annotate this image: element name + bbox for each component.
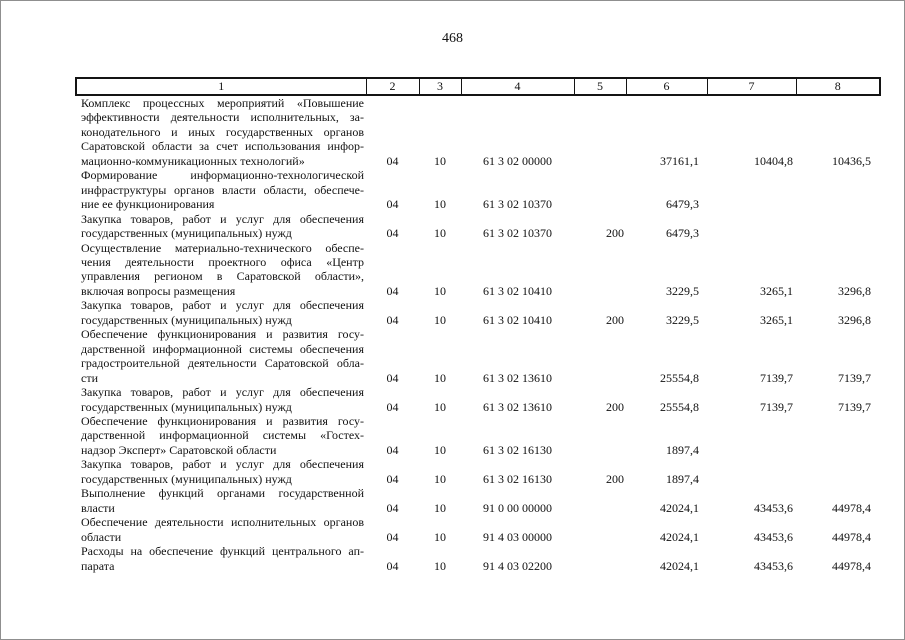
cell-c6: 42024,1	[660, 500, 699, 515]
cell-c2: 04	[386, 442, 399, 457]
cell-c5: 200	[606, 399, 624, 414]
description-line: Закупка товаров, работ и услуг для обеспечения	[81, 211, 364, 226]
cell-c2: 04	[386, 399, 399, 414]
cell-description	[76, 241, 366, 299]
page-number: 468	[442, 31, 463, 46]
cell-c4: 61 3 02 10370	[483, 226, 552, 241]
table-header	[76, 78, 880, 95]
cell-c4: 61 3 02 13610	[483, 399, 552, 414]
column-header: 3	[419, 78, 461, 95]
table-row	[76, 414, 880, 457]
cell-c3: 10	[434, 558, 446, 573]
cell-c7: 3265,1	[760, 283, 793, 298]
description-line: инфраструктуры органов власти области, обеспече-	[81, 182, 364, 197]
cell-c2: 04	[386, 370, 399, 385]
description-line: Формирование информационно-технологической	[81, 168, 364, 183]
cell-c6: 37161,1	[660, 153, 699, 168]
cell-c4: 61 3 02 16130	[483, 442, 552, 457]
cell-c8: 44978,4	[832, 529, 871, 544]
description-line: Комплекс процессных мероприятий «Повышение	[81, 96, 364, 110]
cell-c8	[796, 168, 880, 211]
cell-c2: 04	[386, 197, 399, 212]
column-header: 8	[796, 78, 880, 95]
budget-table	[75, 77, 881, 573]
cell-c5: 200	[606, 312, 624, 327]
cell-c2: 04	[386, 283, 399, 298]
description-line: Расходы на обеспечение функций центрального ап-	[81, 544, 364, 559]
table-row	[76, 241, 880, 299]
description-line: Закупка товаров, работ и услуг для обеспечения	[81, 457, 364, 472]
cell-c5: 200	[606, 471, 624, 486]
table-row	[76, 327, 880, 385]
column-header: 4	[461, 78, 574, 95]
cell-c2: 04	[386, 471, 399, 486]
table-row	[76, 168, 880, 211]
cell-c4: 91 4 03 02200	[483, 558, 552, 573]
cell-c7: 43453,6	[754, 558, 793, 573]
description-line: сти	[81, 370, 98, 385]
description-line: власти	[81, 500, 115, 515]
description-line: Выполнение функций органами государственной	[81, 486, 364, 501]
cell-c4: 61 3 02 10410	[483, 312, 552, 327]
cell-c3: 10	[434, 471, 446, 486]
cell-c3: 10	[434, 226, 446, 241]
description-line: дарственной информационной системы «Гостех-	[81, 428, 364, 443]
description-line: чения деятельности проектного офиса «Центр	[81, 254, 364, 269]
cell-c6: 25554,8	[660, 399, 699, 414]
cell-c3: 10	[434, 370, 446, 385]
cell-c8: 44978,4	[832, 500, 871, 515]
cell-description	[76, 168, 366, 211]
description-line: государственных (муниципальных) нужд	[81, 226, 292, 241]
cell-c2: 04	[386, 312, 399, 327]
cell-c3: 10	[434, 529, 446, 544]
table-row	[76, 486, 880, 515]
cell-c7: 43453,6	[754, 500, 793, 515]
column-header: 7	[707, 78, 796, 95]
cell-description	[76, 212, 366, 241]
cell-description	[76, 486, 366, 515]
cell-description	[76, 385, 366, 414]
cell-c4: 61 3 02 10370	[483, 197, 552, 212]
cell-c7: 3265,1	[760, 312, 793, 327]
cell-c8: 44978,4	[832, 558, 871, 573]
cell-description	[76, 414, 366, 457]
cell-c2: 04	[386, 153, 399, 168]
cell-description	[76, 544, 366, 573]
table-row	[76, 298, 880, 327]
cell-c7	[707, 414, 796, 457]
table-row	[76, 95, 880, 168]
column-header: 5	[574, 78, 626, 95]
description-line: мационно-коммуникационных технологий»	[81, 153, 305, 168]
cell-c6: 1897,4	[666, 471, 699, 486]
cell-c7: 43453,6	[754, 529, 793, 544]
cell-c6: 6479,3	[666, 226, 699, 241]
cell-c3: 10	[434, 283, 446, 298]
cell-c5	[574, 168, 626, 211]
cell-c8: 3296,8	[838, 283, 871, 298]
column-header: 6	[626, 78, 707, 95]
table-row	[76, 212, 880, 241]
cell-c7	[707, 212, 796, 241]
cell-c5	[574, 414, 626, 457]
cell-c8	[796, 212, 880, 241]
cell-c6: 42024,1	[660, 529, 699, 544]
description-line: управления регионом в Саратовской области»,	[81, 269, 364, 284]
cell-c4: 91 0 00 00000	[483, 500, 552, 515]
cell-c6: 42024,1	[660, 558, 699, 573]
cell-c4: 61 3 02 00000	[483, 153, 552, 168]
cell-c2: 04	[386, 558, 399, 573]
description-line: Закупка товаров, работ и услуг для обеспечения	[81, 298, 364, 313]
cell-c8: 7139,7	[838, 370, 871, 385]
description-line: парата	[81, 558, 115, 573]
cell-c5	[574, 327, 626, 385]
cell-c4: 61 3 02 10410	[483, 283, 552, 298]
cell-c3: 10	[434, 312, 446, 327]
cell-c6: 1897,4	[666, 442, 699, 457]
cell-c7: 10404,8	[754, 153, 793, 168]
cell-c5	[574, 486, 626, 515]
description-line: Обеспечение функционирования и развития госу-	[81, 413, 364, 428]
table-header-row	[76, 78, 880, 95]
description-line: градостроительной деятельности Саратовской обла-	[81, 356, 364, 371]
cell-c6: 3229,5	[666, 312, 699, 327]
table-body	[76, 95, 880, 573]
cell-c4: 61 3 02 13610	[483, 370, 552, 385]
description-line: государственных (муниципальных) нужд	[81, 471, 292, 486]
cell-description	[76, 298, 366, 327]
description-line: государственных (муниципальных) нужд	[81, 312, 292, 327]
cell-c7	[707, 457, 796, 486]
cell-c5	[574, 95, 626, 168]
description-line: ние ее функционирования	[81, 197, 215, 212]
cell-c7: 7139,7	[760, 399, 793, 414]
description-line: Саратовской области за счет использования инфор-	[81, 139, 364, 154]
table-row	[76, 515, 880, 544]
cell-c4: 61 3 02 16130	[483, 471, 552, 486]
table-row	[76, 544, 880, 573]
description-line: Обеспечение функционирования и развития госу-	[81, 327, 364, 342]
cell-c7	[707, 168, 796, 211]
cell-c3: 10	[434, 153, 446, 168]
description-line: дарственной информационной системы обеспечения	[81, 341, 364, 356]
cell-c5	[574, 515, 626, 544]
cell-c3: 10	[434, 399, 446, 414]
description-line: государственных (муниципальных) нужд	[81, 399, 292, 414]
description-line: Обеспечение деятельности исполнительных органов	[81, 515, 364, 530]
cell-description	[76, 327, 366, 385]
cell-c8: 10436,5	[832, 153, 871, 168]
cell-c3: 10	[434, 500, 446, 515]
cell-c5: 200	[606, 226, 624, 241]
cell-c2: 04	[386, 226, 399, 241]
column-header: 2	[366, 78, 419, 95]
cell-description	[76, 95, 366, 168]
cell-c8	[796, 457, 880, 486]
cell-c6: 3229,5	[666, 283, 699, 298]
cell-c8: 7139,7	[838, 399, 871, 414]
description-line: Закупка товаров, работ и услуг для обеспечения	[81, 385, 364, 400]
cell-c8	[796, 414, 880, 457]
description-line: эффективности деятельности исполнительных, за-	[81, 110, 364, 125]
cell-c2: 04	[386, 529, 399, 544]
cell-c6: 6479,3	[666, 197, 699, 212]
description-line: Осуществление материально-технического обеспе-	[81, 240, 364, 255]
cell-c3: 10	[434, 197, 446, 212]
column-header: 1	[76, 78, 366, 95]
table-row	[76, 385, 880, 414]
cell-c3: 10	[434, 442, 446, 457]
description-line: конодательного и иных государственных органов	[81, 124, 364, 139]
cell-c5	[574, 241, 626, 299]
cell-c7: 7139,7	[760, 370, 793, 385]
cell-c6: 25554,8	[660, 370, 699, 385]
table-row	[76, 457, 880, 486]
description-line: области	[81, 529, 122, 544]
cell-c5	[574, 544, 626, 573]
description-line: надзор Эксперт» Саратовской области	[81, 442, 277, 457]
cell-c4: 91 4 03 00000	[483, 529, 552, 544]
cell-description	[76, 515, 366, 544]
cell-description	[76, 457, 366, 486]
cell-c2: 04	[386, 500, 399, 515]
description-line: включая вопросы размещения	[81, 283, 236, 298]
cell-c8: 3296,8	[838, 312, 871, 327]
